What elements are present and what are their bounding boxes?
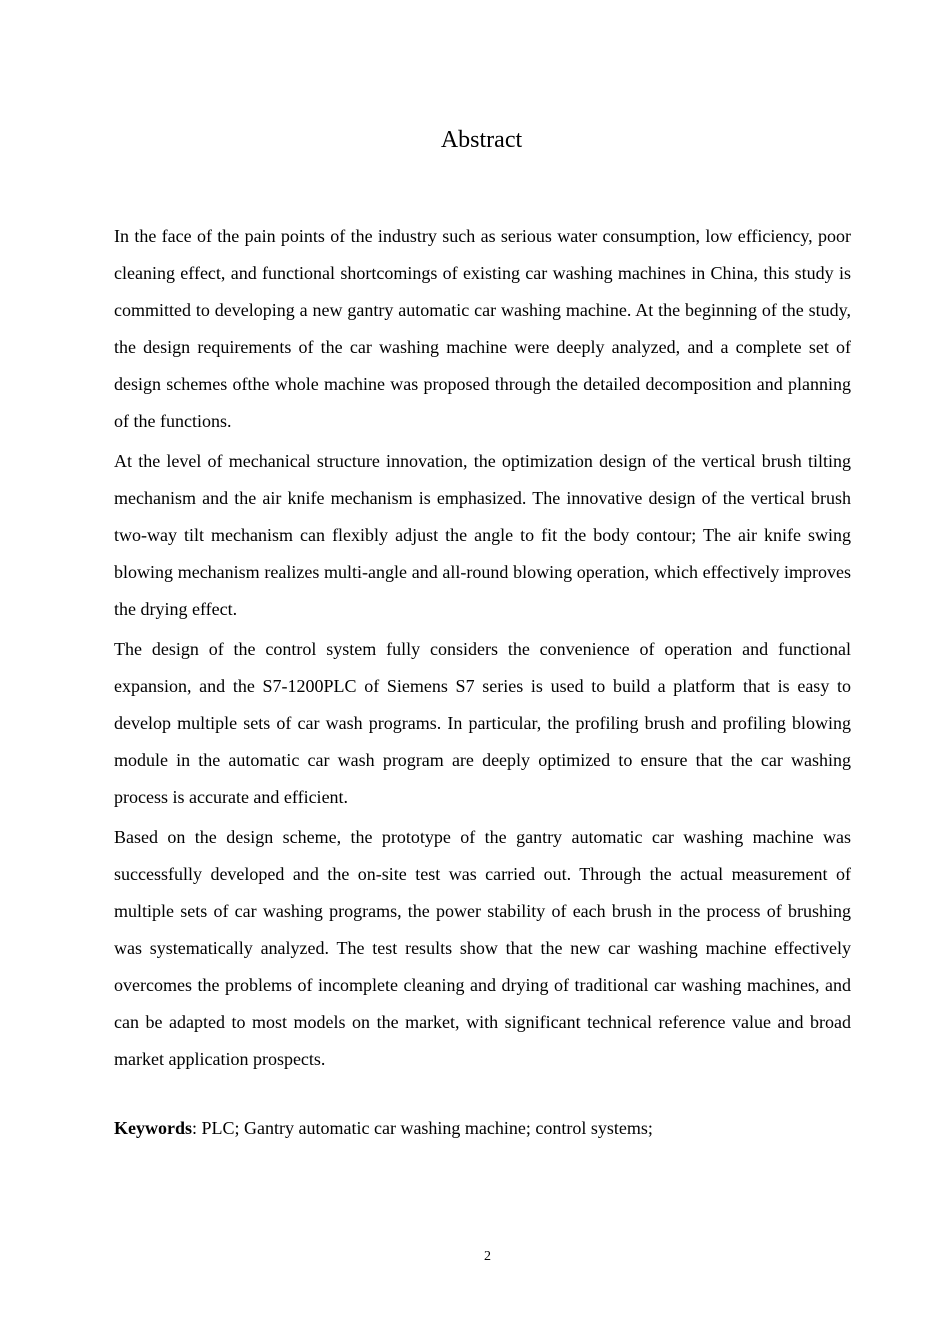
abstract-paragraph-2: At the level of mechanical structure innovation, the optimization design of the vertical brush tilting mechanism and the air knife mechanism is emphasized. The innovative design of the vertical brush two-way tilt mechanism can flexibly adjust the angle to fit the body contour; The air knife swing blowing mechanism realizes multi-angle and all-round blowing operation, which effectively improves the drying effect. bbox=[114, 451, 851, 619]
abstract-body bbox=[114, 218, 851, 1081]
abstract-title: Abstract bbox=[440, 127, 523, 153]
keywords-label: Keywords bbox=[114, 1118, 192, 1138]
keywords-text: : PLC; Gantry automatic car washing machine; control systems; bbox=[192, 1118, 653, 1138]
page-number: 2 bbox=[484, 1249, 491, 1264]
abstract-paragraph-1: In the face of the pain points of the industry such as serious water consumption, low efficiency, poor cleaning effect, and functional shortcomings of existing car washing machines in China, this study is committed to developing a new gantry automatic car washing machine. At the beginning of the study, the design requirements of the car washing machine were deeply analyzed, and a complete set of design schemes ofthe whole machine was proposed through the detailed decomposition and planning of the functions. bbox=[114, 226, 851, 431]
abstract-paragraph-4: Based on the design scheme, the prototype of the gantry automatic car washing machine was successfully developed and the on-site test was carried out. Through the actual measurement of multiple sets of car washing programs, the power stability of each brush in the process of brushing was systematically analyzed. The test results show that the new car washing machine effectively overcomes the problems of incomplete cleaning and drying of traditional car washing machines, and can be adapted to most models on the market, with significant technical reference value and broad market application prospects. bbox=[114, 827, 851, 1069]
keywords-line bbox=[114, 1110, 851, 1147]
abstract-paragraph-3: The design of the control system fully considers the convenience of operation and functional expansion, and the S7-1200PLC of Siemens S7 series is used to build a platform that is easy to develop multiple sets of car wash programs. In particular, the profiling brush and profiling blowing module in the automatic car wash program are deeply optimized to ensure that the car washing process is accurate and efficient. bbox=[114, 639, 851, 807]
